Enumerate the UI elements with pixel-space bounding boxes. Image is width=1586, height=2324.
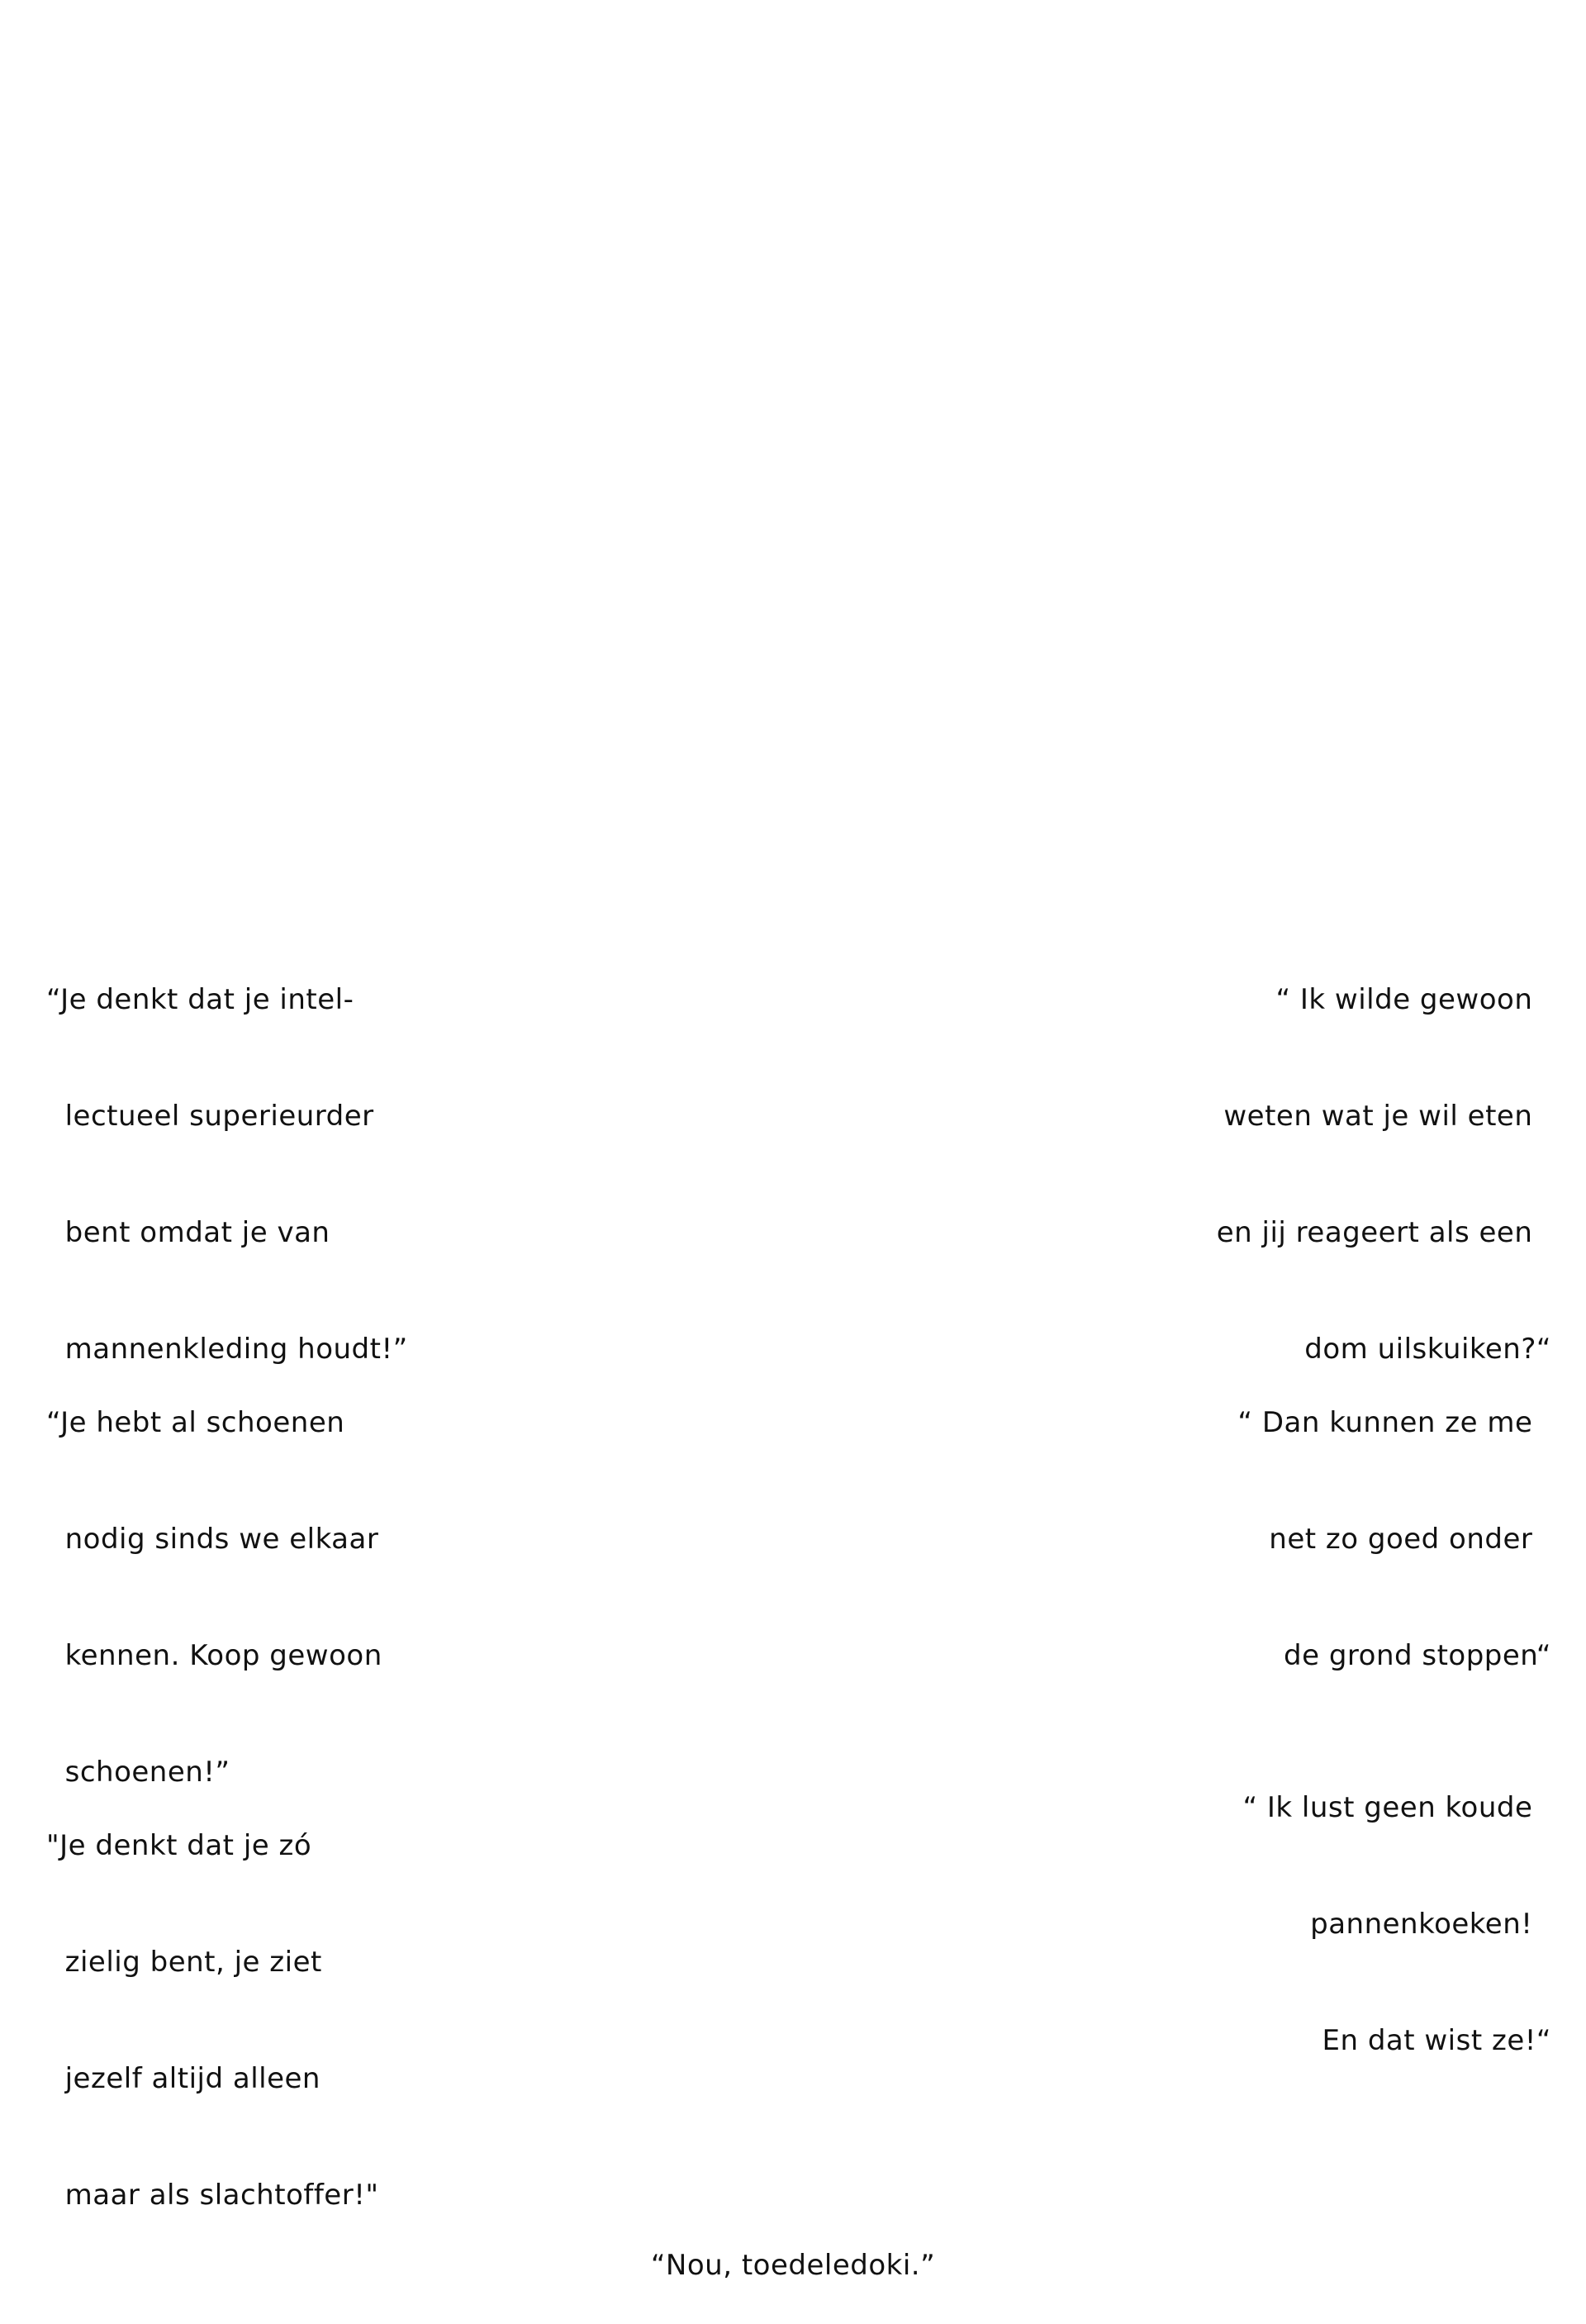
quote-line: "Je denkt dat je zó [46,1829,312,1862]
quote-line: mannenkleding houdt!” [46,1333,408,1366]
quote-line: nodig sinds we elkaar [46,1523,379,1556]
quote-line: jezelf altijd alleen [46,2062,321,2095]
quote-line: bent omdat je van [46,1216,330,1249]
quote-line: “Nou, toedeledoki.” [650,2249,936,2282]
quote-line: pannenkoeken! [1310,1908,1551,1941]
quote-grond-stoppen [1237,1326,1551,1714]
quote-line: net zo goed onder [1269,1523,1551,1556]
quote-toedeledoki [0,2169,1586,2324]
quote-line: zielig bent, je ziet [46,1946,322,1979]
quote-line: en jij reageert als een [1216,1216,1551,1249]
quote-line: dom uilskuiken?“ [1304,1333,1551,1366]
quote-line: En dat wist ze!“ [1322,2024,1551,2057]
quote-line: kennen. Koop gewoon [46,1639,382,1672]
quote-pannenkoeken [1242,1711,1551,2099]
quote-line: lectueel superieurder [46,1100,374,1133]
quote-line: schoenen!” [46,1756,230,1789]
quote-line: maar als slachtoffer!" [46,2179,379,2212]
quote-line: “Je hebt al schoenen [46,1406,345,1439]
quote-line: weten wat je wil eten [1223,1100,1551,1133]
quote-line: “ Ik wilde gewoon [1275,983,1551,1016]
quote-line: de grond stoppen“ [1284,1639,1551,1672]
quote-line: “ Dan kunnen ze me [1237,1406,1551,1439]
quote-line: “Je denkt dat je intel- [46,983,354,1016]
quote-line: “ Ik lust geen koude [1242,1791,1551,1824]
